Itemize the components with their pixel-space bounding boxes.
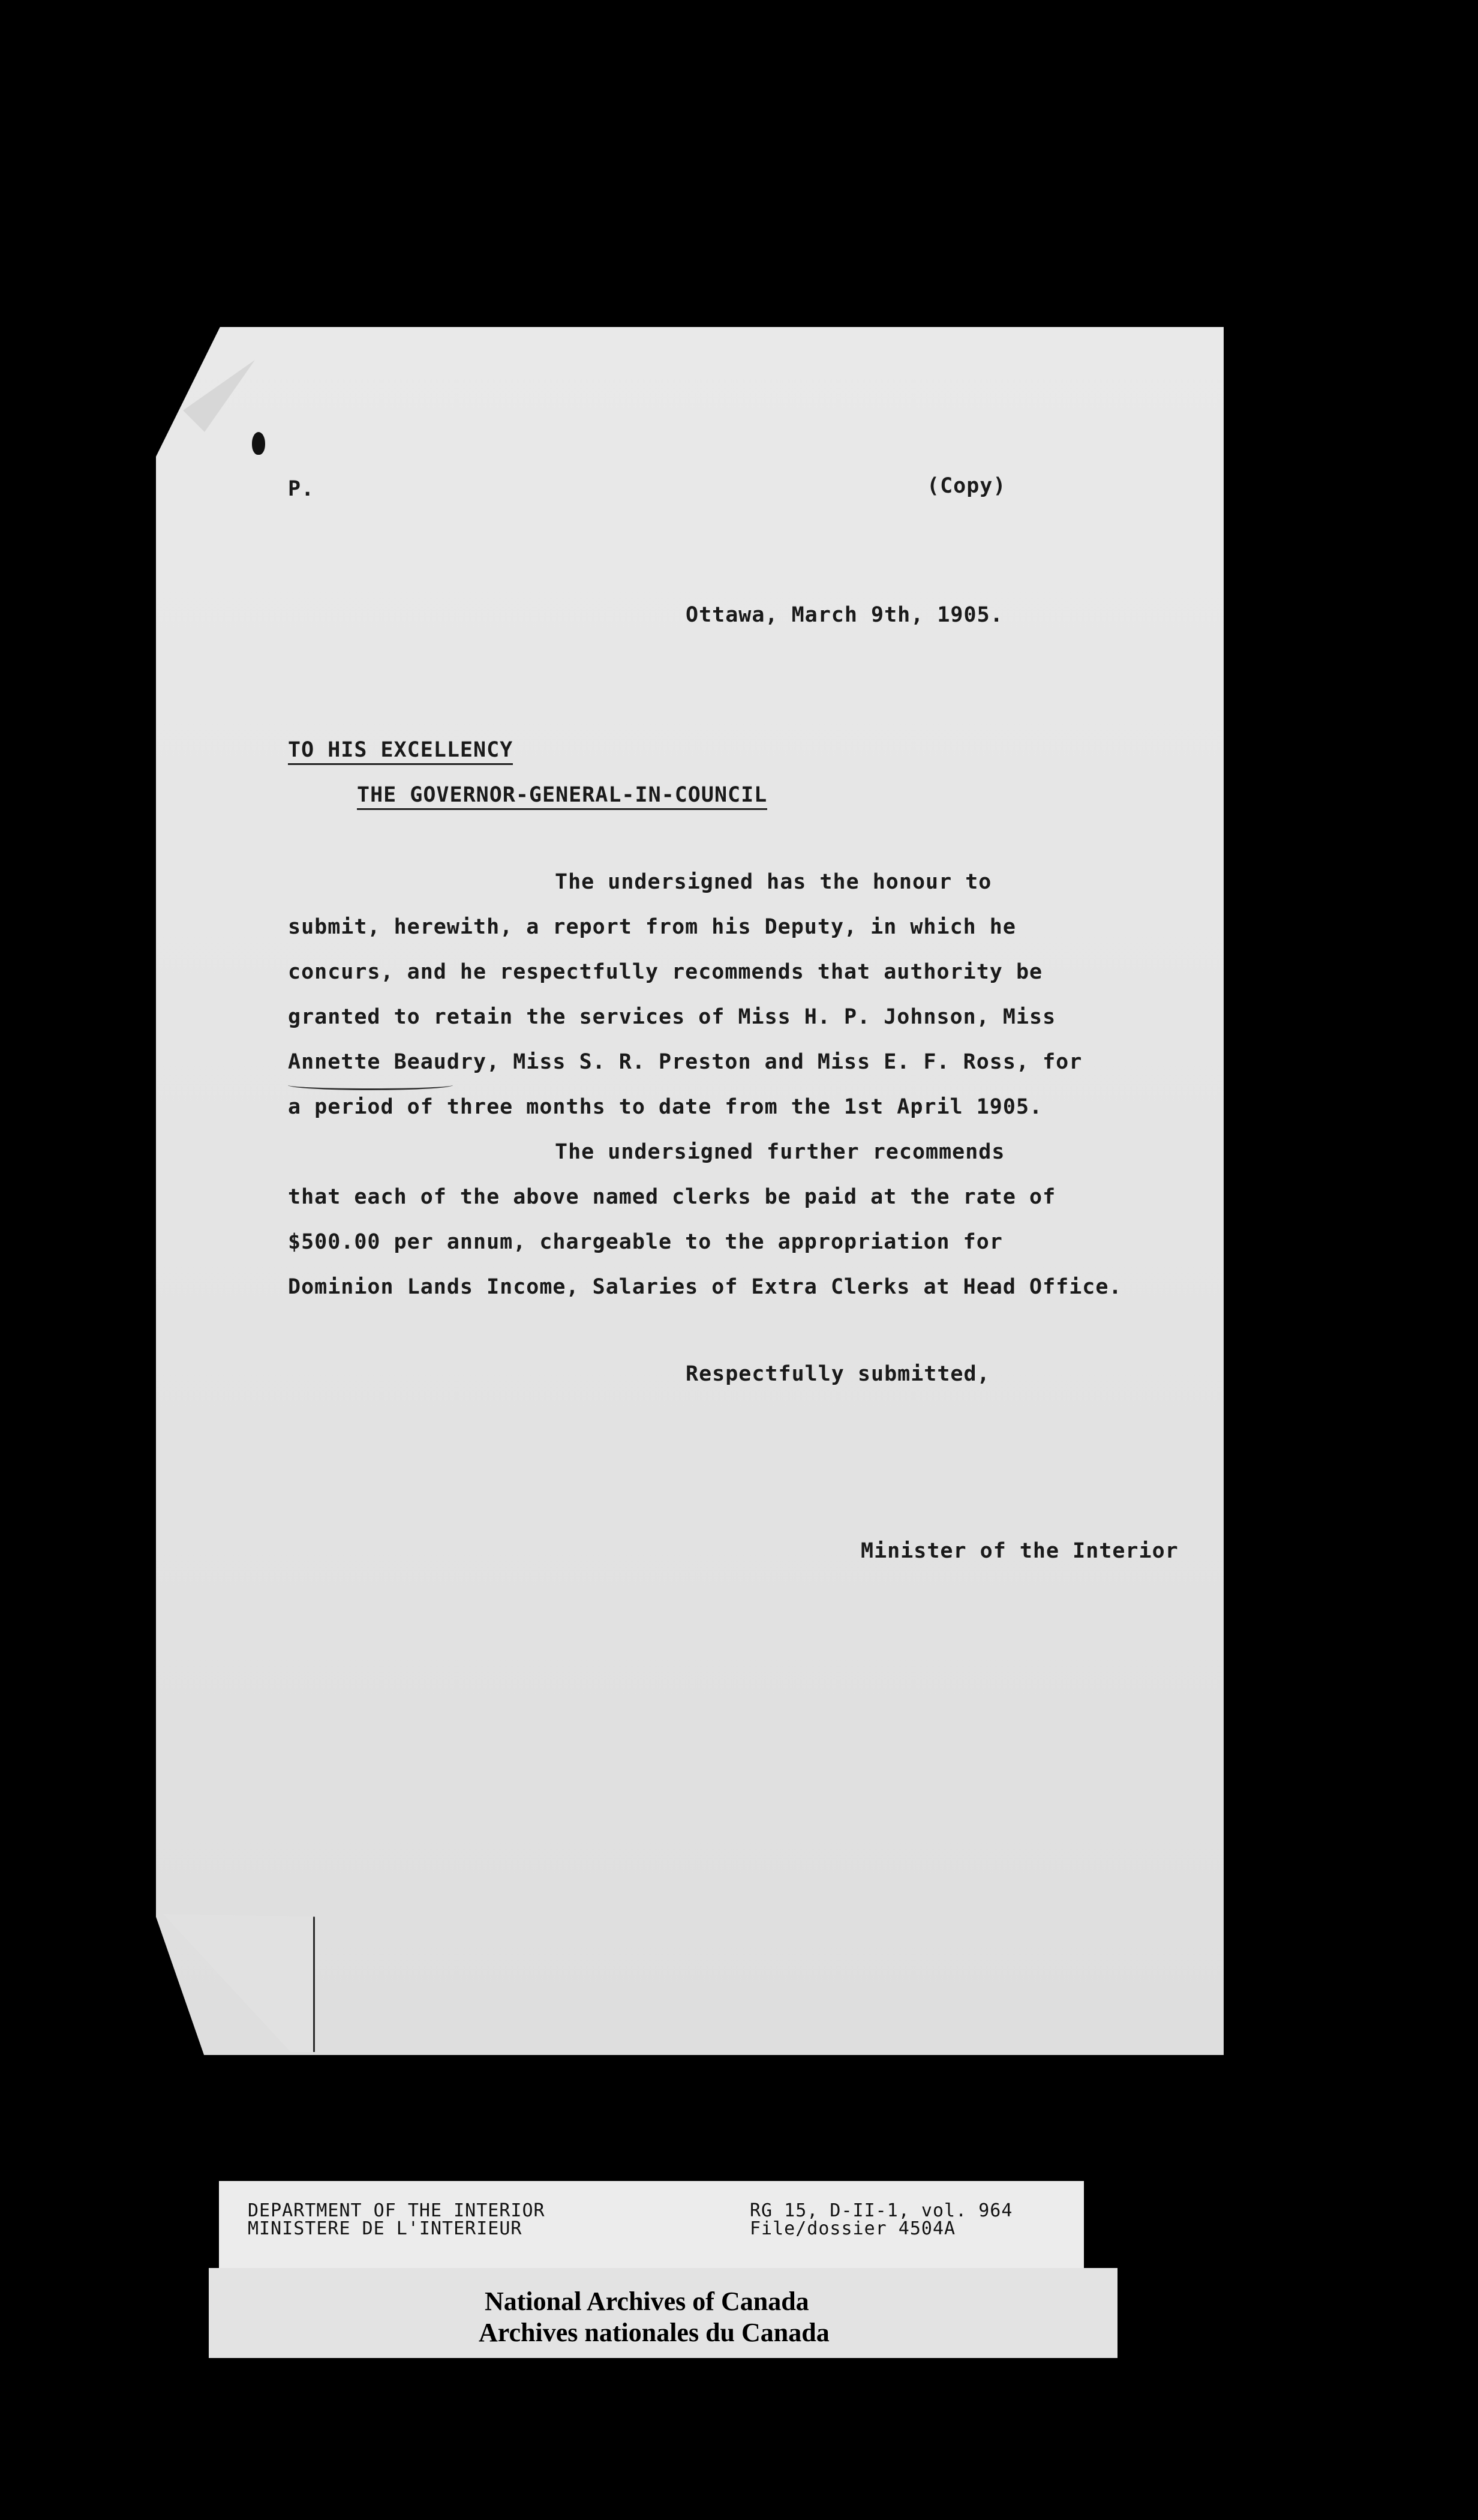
handwritten-underline <box>288 1080 453 1090</box>
paragraph-line: submit, herewith, a report from his Deputy, in which he <box>288 915 1016 939</box>
department-en: DEPARTMENT OF THE INTERIOR <box>248 2200 545 2221</box>
institution-name-fr: Archives nationales du Canada <box>479 2318 830 2347</box>
paragraph-line: granted to retain the services of Miss H. P. Johnson, Miss <box>288 1005 1056 1029</box>
reference-letter: P. <box>288 477 315 501</box>
paragraph-line: a period of three months to date from the 1st April 1905. <box>288 1095 1043 1119</box>
paragraph-line: The undersigned has the honour to <box>555 870 992 894</box>
signature-title: Minister of the Interior <box>861 1539 1179 1563</box>
institution-name-en: National Archives of Canada <box>485 2287 809 2316</box>
archives-institution-label <box>209 2268 1117 2358</box>
paragraph-line: that each of the above named clerks be paid at the rate of <box>288 1185 1056 1209</box>
file-number: File/dossier 4504A <box>750 2218 956 2239</box>
copy-mark: (Copy) <box>927 474 1007 498</box>
paragraph-line: concurs, and he respectfully recommends that authority be <box>288 960 1043 984</box>
paragraph-line: The undersigned further recommends <box>555 1140 1005 1164</box>
dateline: Ottawa, March 9th, 1905. <box>686 603 1004 627</box>
pin-hole-mark <box>252 432 265 455</box>
archive-reference-label <box>219 2181 1084 2271</box>
record-group-ref: RG 15, D-II-1, vol. 964 <box>750 2200 1013 2221</box>
paragraph-line: $500.00 per annum, chargeable to the appropriation for <box>288 1230 1003 1254</box>
address-line-2: THE GOVERNOR-GENERAL-IN-COUNCIL <box>357 783 767 810</box>
address-line-1: TO HIS EXCELLENCY <box>288 738 513 765</box>
closing-line: Respectfully submitted, <box>686 1362 990 1386</box>
paragraph-line: Annette Beaudry, Miss S. R. Preston and Miss E. F. Ross, for <box>288 1050 1083 1074</box>
department-fr: MINISTERE DE L'INTERIEUR <box>248 2218 522 2239</box>
paragraph-line: Dominion Lands Income, Salaries of Extra Clerks at Head Office. <box>288 1275 1122 1299</box>
